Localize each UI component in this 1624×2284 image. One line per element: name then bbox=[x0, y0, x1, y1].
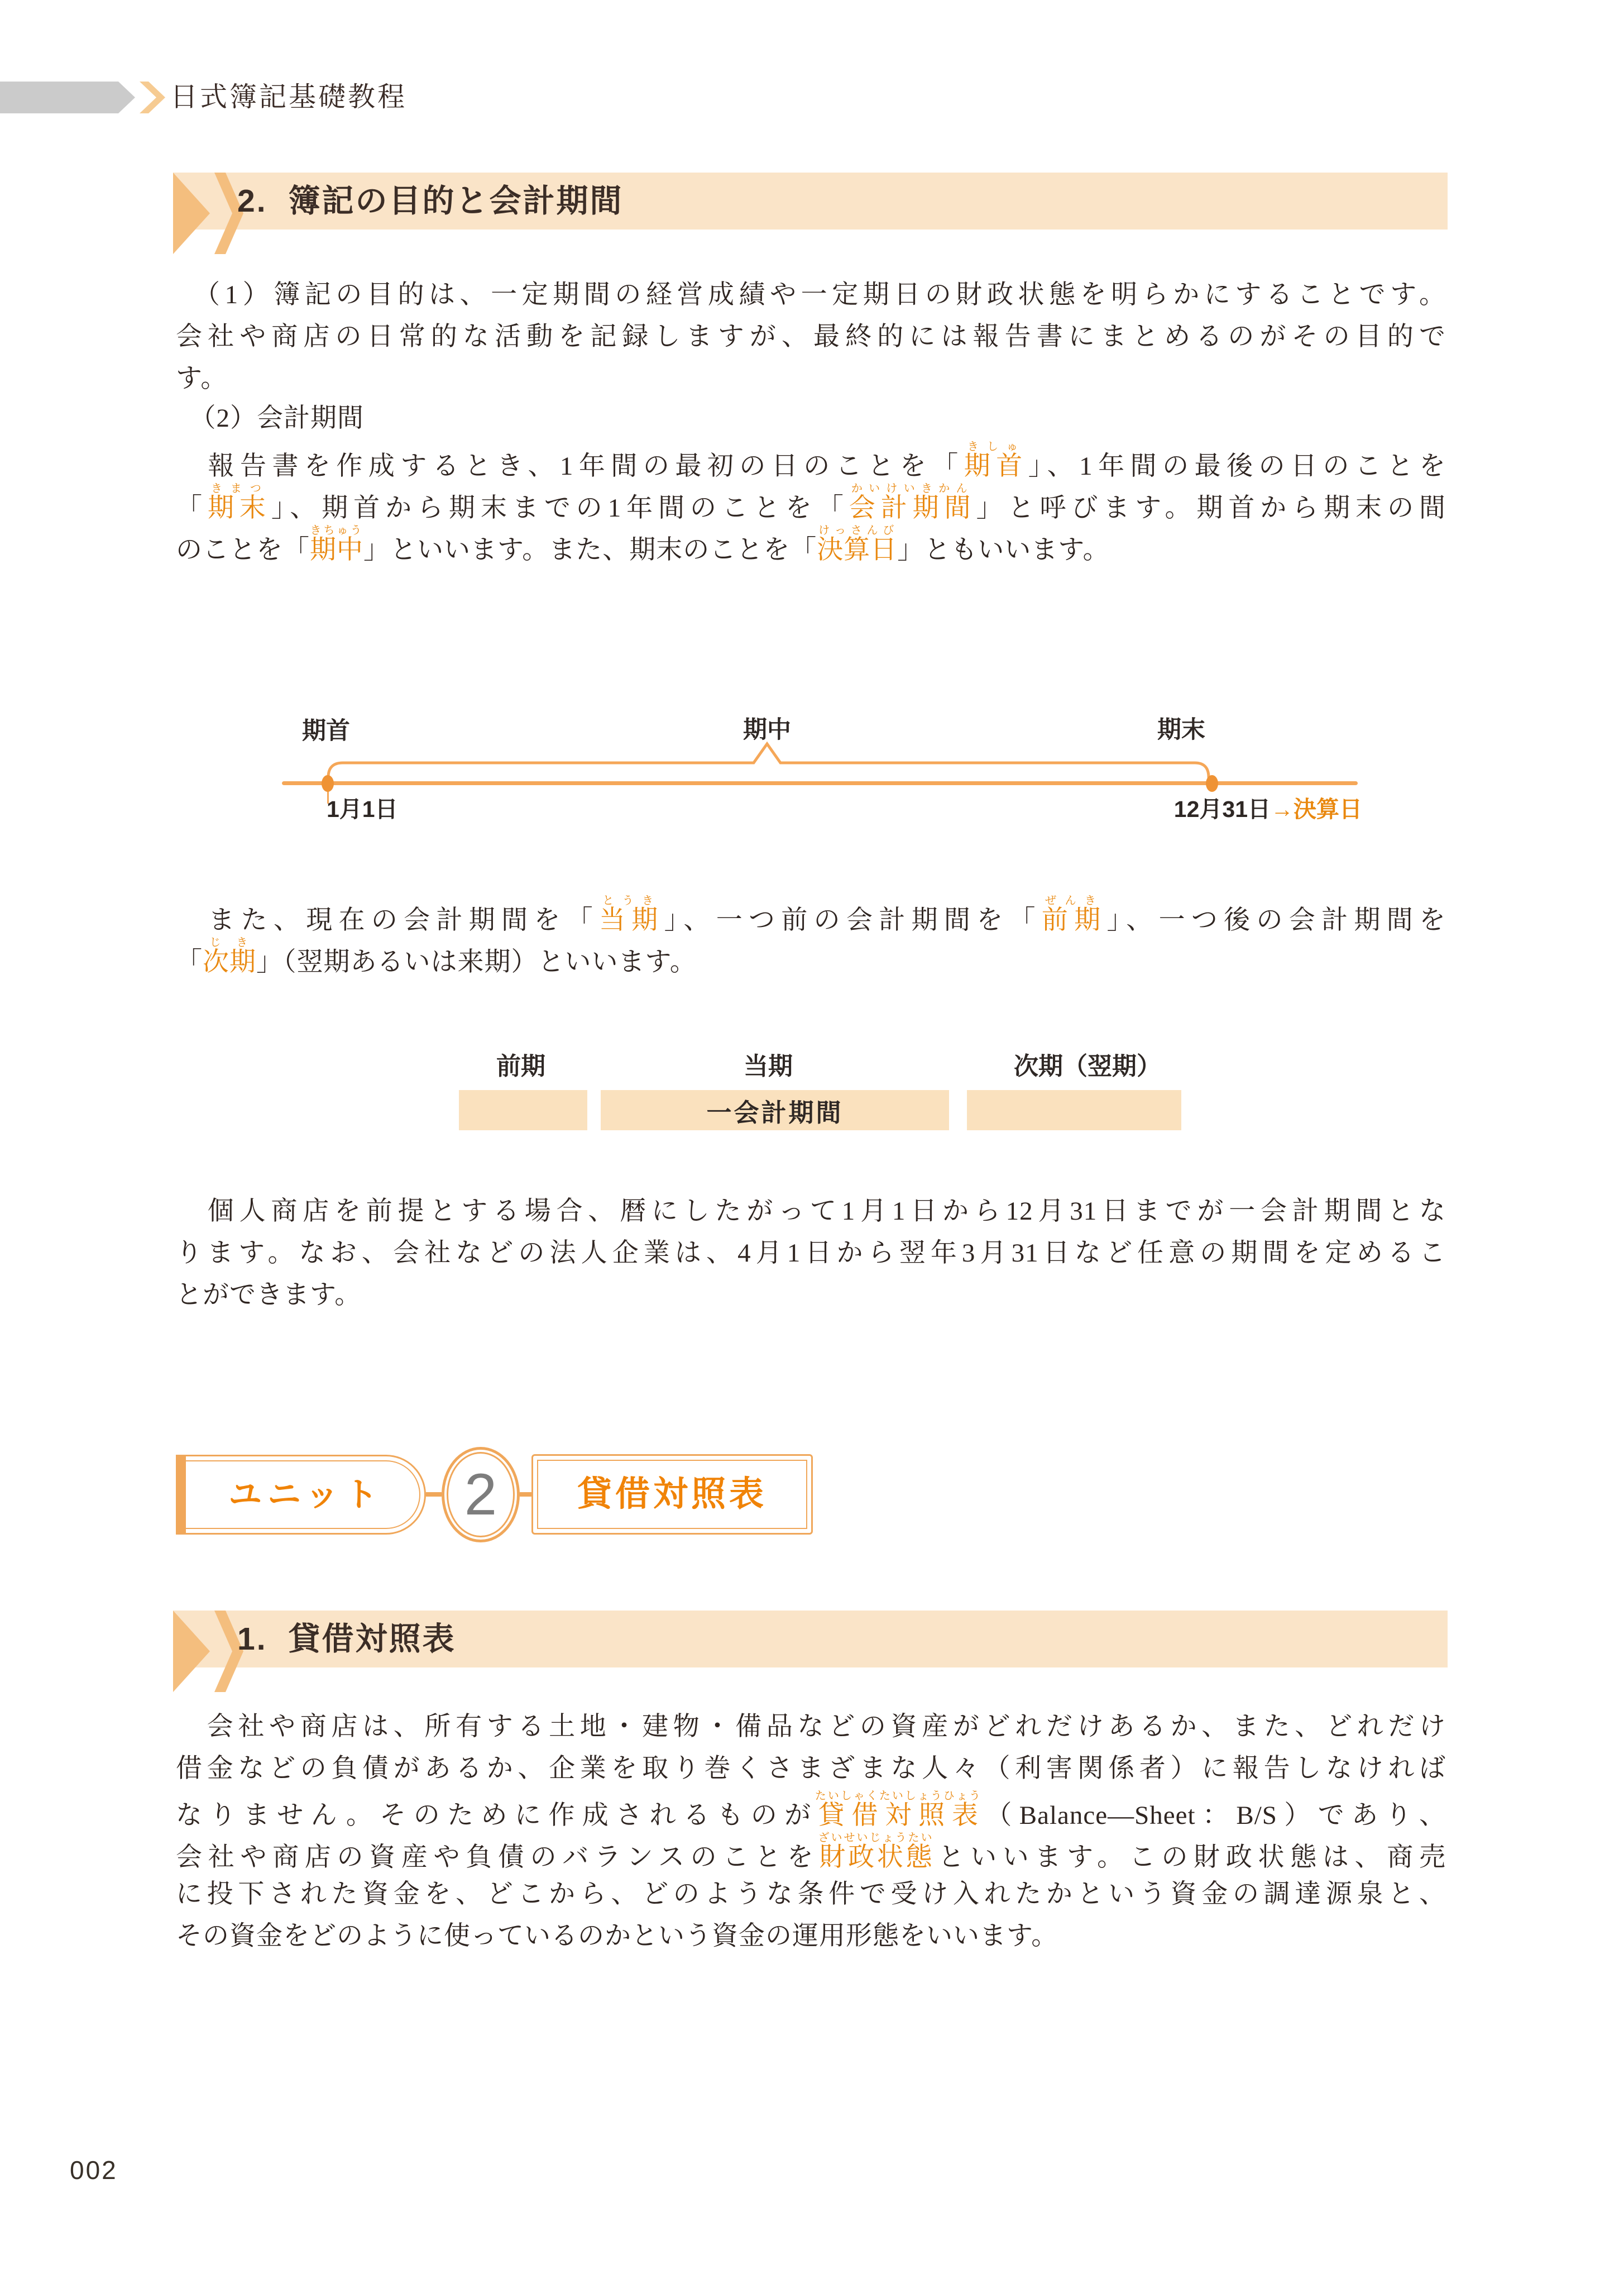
section-heading-bookkeeping-purpose bbox=[173, 173, 1448, 230]
keyword-term bbox=[310, 524, 363, 565]
keyword-term bbox=[203, 936, 256, 977]
unit-title: 貸借対照表 bbox=[577, 1475, 767, 1513]
paragraph-subheading-accounting-period bbox=[176, 398, 1446, 439]
keyword-term bbox=[849, 482, 976, 523]
keyword-term bbox=[815, 1790, 982, 1830]
period-block-current bbox=[601, 1090, 949, 1130]
keyword-term bbox=[599, 895, 664, 935]
keyword-term bbox=[207, 482, 271, 523]
chevron-triangle bbox=[173, 173, 210, 254]
body-line bbox=[176, 1790, 1446, 1832]
body-text: とができます。 bbox=[176, 1280, 362, 1310]
body-line bbox=[176, 1874, 1446, 1915]
body-text: す。 bbox=[176, 364, 228, 393]
paragraph-balance-sheet bbox=[176, 1706, 1446, 1957]
furigana: きしゅ bbox=[964, 441, 1023, 453]
body-text: ります。なお、会社などの法人企業は、4月1日から翌年3月31日など任意の期間を定めるこ bbox=[176, 1239, 1446, 1268]
period-block-prior bbox=[459, 1090, 587, 1130]
page-number: 002 bbox=[70, 2156, 118, 2185]
unit-connector-left bbox=[426, 1492, 442, 1497]
section-title: 簿記の目的と会計期間 bbox=[288, 183, 624, 219]
keyword-text: 期首 bbox=[964, 452, 1028, 481]
unit-label: ユニット bbox=[228, 1476, 384, 1513]
body-line bbox=[176, 1748, 1446, 1790]
body-line bbox=[176, 1915, 1446, 1957]
timeline-end-date-text: 12月31日 bbox=[1173, 796, 1271, 822]
furigana: とうき bbox=[599, 895, 659, 907]
body-line bbox=[176, 441, 1446, 482]
body-line bbox=[176, 274, 1446, 316]
period-label-current: 当期 bbox=[744, 1053, 793, 1080]
furigana: ざいせいじょうたい bbox=[818, 1832, 934, 1844]
body-text: 」、1年間の最後の日のことを bbox=[1028, 452, 1446, 481]
body-text: に投下された資金を、どこから、どのような条件で受け入れたかという資金の調達源泉と、 bbox=[176, 1880, 1446, 1909]
section-number: 1. bbox=[237, 1621, 267, 1657]
keyword-term bbox=[818, 1832, 934, 1872]
keyword-term bbox=[817, 524, 898, 565]
body-line bbox=[176, 1232, 1446, 1274]
timeline-bracket bbox=[313, 737, 1228, 787]
body-text: （Balance—Sheet：B/S）であり、 bbox=[978, 1801, 1446, 1830]
body-line bbox=[176, 1274, 1446, 1316]
header-gray-arrow-bar bbox=[0, 82, 135, 113]
timeline-label-mid: 期中 bbox=[743, 716, 791, 743]
body-text: のことを「 bbox=[176, 536, 310, 565]
section-title: 貸借対照表 bbox=[288, 1621, 456, 1657]
timeline-date-start: 1月1日 bbox=[327, 796, 398, 822]
body-line bbox=[176, 358, 1446, 400]
body-text: 」ともいいます。 bbox=[897, 536, 1110, 565]
period-label-next: 次期（翌期） bbox=[1014, 1053, 1161, 1080]
body-text: 」と呼びます。期首から期末の間 bbox=[976, 494, 1446, 523]
body-line bbox=[176, 936, 1446, 978]
keyword-text: 財政状態 bbox=[818, 1843, 934, 1872]
furigana: かいけいきかん bbox=[849, 482, 971, 495]
body-line bbox=[176, 1706, 1446, 1748]
body-text: なりません。そのために作成されるものが bbox=[176, 1801, 818, 1830]
body-text: 報告書を作成するとき、1年間の最初の日のことを「 bbox=[176, 452, 964, 481]
timeline-label-start: 期首 bbox=[302, 718, 350, 744]
section-heading-balance-sheet bbox=[173, 1611, 1448, 1667]
body-text: 借金などの負債があるか、企業を取り巻くさまざまな人々（利害関係者）に報告しなければ bbox=[176, 1754, 1446, 1783]
section-chevron-icon bbox=[173, 1611, 246, 1692]
furigana: きまつ bbox=[207, 482, 266, 495]
body-text: 」（翌期あるいは来期）といいます。 bbox=[256, 948, 697, 977]
furigana: きちゅう bbox=[310, 524, 363, 537]
body-text: その資金をどのように使っているのかという資金の運用形態をいいます。 bbox=[176, 1922, 1058, 1951]
section-heading-label bbox=[237, 173, 624, 230]
body-text: 」、一つ前の会計期間を「 bbox=[664, 906, 1042, 935]
body-text: 会社や商店は、所有する土地・建物・備品などの資産がどれだけあるか、また、どれだけ bbox=[176, 1712, 1446, 1741]
timeline-end-dot bbox=[1206, 775, 1218, 792]
keyword-term bbox=[1041, 895, 1107, 935]
body-text: 「 bbox=[176, 494, 208, 523]
furigana: たいしゃくたいしょうひょう bbox=[815, 1790, 982, 1802]
keyword-text: 次期 bbox=[203, 948, 256, 977]
section-number: 2. bbox=[237, 183, 267, 219]
unit-number: 2 bbox=[464, 1462, 497, 1527]
body-text: 」といいます。また、期末のことを「 bbox=[363, 536, 817, 565]
timeline-start-dot bbox=[322, 775, 334, 792]
paragraph-current-prior-next-period bbox=[176, 895, 1446, 978]
timeline-date-end bbox=[1122, 796, 1362, 823]
keyword-text: 会計期間 bbox=[849, 494, 976, 523]
keyword-term bbox=[964, 441, 1028, 481]
body-text: 」、期首から期末までの1年間のことを「 bbox=[271, 494, 849, 523]
body-line bbox=[176, 398, 1446, 439]
body-text: 会社や商店の日常的な活動を記録しますが、最終的には報告書にまとめるのがその目的で bbox=[176, 322, 1446, 351]
body-text: 「 bbox=[176, 948, 203, 977]
furigana: じき bbox=[203, 936, 256, 949]
keyword-text: 貸借対照表 bbox=[815, 1801, 982, 1830]
keyword-text: 決算日 bbox=[817, 536, 898, 565]
body-text: また、現在の会計期間を「 bbox=[176, 906, 599, 935]
book-title: 日式簿記基礎教程 bbox=[170, 82, 408, 112]
body-line bbox=[176, 895, 1446, 936]
chevron-triangle bbox=[173, 1611, 210, 1692]
paragraph-accounting-period bbox=[176, 441, 1446, 566]
body-text: といいます。この財政状態は、商売 bbox=[932, 1843, 1446, 1872]
header-chevron-icon bbox=[140, 82, 165, 113]
timeline-axis bbox=[282, 781, 1358, 785]
unit-left-accent-bar bbox=[176, 1455, 186, 1535]
keyword-text: 期末 bbox=[207, 494, 271, 523]
keyword-text: 前期 bbox=[1041, 906, 1107, 935]
body-text: （1）簿記の目的は、一定期間の経営成績や一定期日の財政状態を明らかにすることです。 bbox=[176, 280, 1446, 309]
paragraph-calendar-period bbox=[176, 1191, 1446, 1316]
body-text: 会社や商店の資産や負債のバランスのことを bbox=[176, 1843, 820, 1872]
furigana: ぜんき bbox=[1041, 895, 1101, 907]
body-line bbox=[176, 1832, 1446, 1874]
period-label-prior: 前期 bbox=[496, 1053, 545, 1080]
body-line bbox=[176, 482, 1446, 524]
body-line bbox=[176, 1191, 1446, 1232]
furigana: けっさんび bbox=[817, 524, 898, 537]
period-block-next bbox=[967, 1090, 1181, 1130]
timeline-settlement-day: 決算日 bbox=[1294, 796, 1362, 822]
unit-connector-right bbox=[520, 1492, 531, 1497]
body-text: （2）会計期間 bbox=[176, 404, 364, 433]
section-heading-label bbox=[237, 1611, 456, 1667]
timeline-label-end: 期末 bbox=[1157, 716, 1205, 743]
body-line bbox=[176, 524, 1446, 566]
arrow-right-icon: → bbox=[1271, 796, 1294, 822]
body-line bbox=[176, 316, 1446, 358]
body-text: 」、一つ後の会計期間を bbox=[1106, 906, 1446, 935]
section-chevron-icon bbox=[173, 173, 246, 254]
keyword-text: 期中 bbox=[310, 536, 363, 565]
keyword-text: 当期 bbox=[599, 906, 664, 935]
paragraph-bookkeeping-purpose bbox=[176, 274, 1446, 400]
body-text: 個人商店を前提とする場合、暦にしたがって1月1日から12月31日までが一会計期間とな bbox=[176, 1197, 1446, 1226]
one-accounting-period-label: 一会計期間 bbox=[706, 1098, 844, 1127]
